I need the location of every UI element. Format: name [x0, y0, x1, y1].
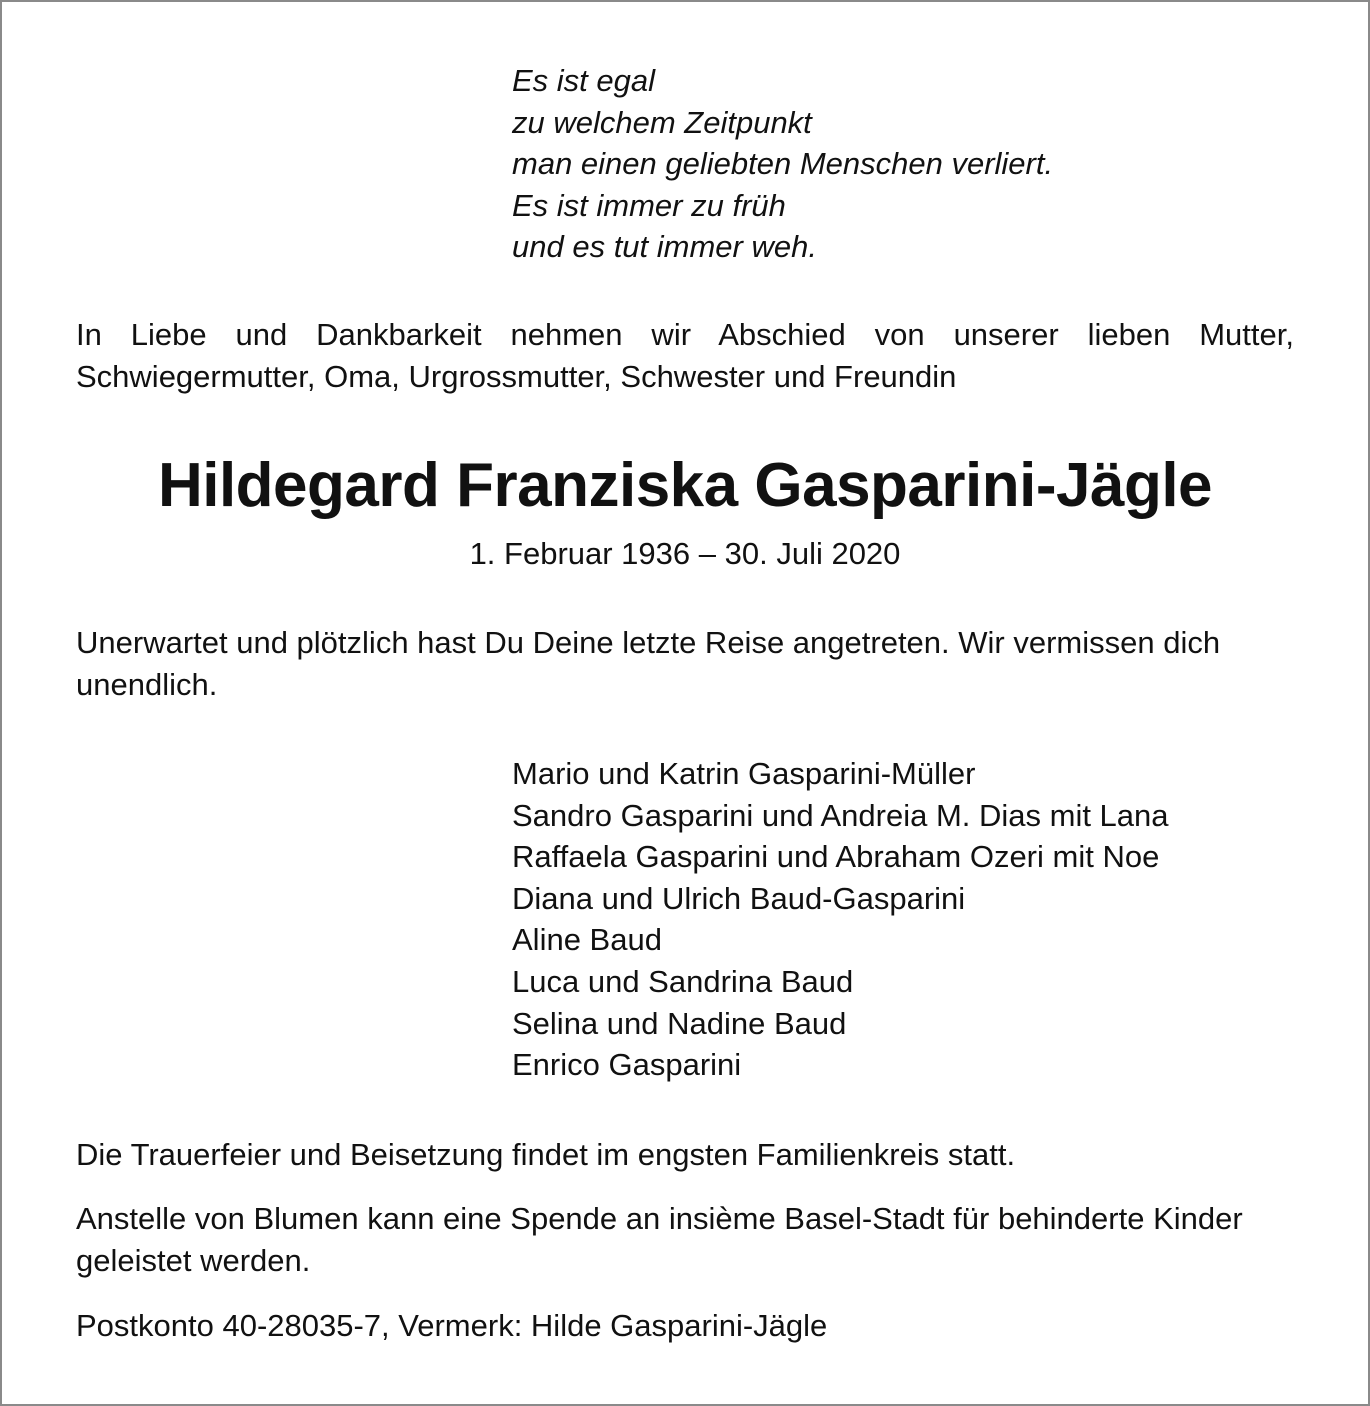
- mourners-list: [512, 753, 1169, 1086]
- mourner-entry: Selina und Nadine Baud: [512, 1005, 847, 1041]
- donation-account: Postkonto 40-28035-7, Vermerk: Hilde Gasparini-Jägle: [76, 1308, 828, 1343]
- poem-line: man einen geliebten Menschen verliert.: [512, 146, 1054, 181]
- deceased-name: Hildegard Franziska Gasparini-Jägle: [157, 451, 1213, 520]
- mourner-entry: Diana und Ulrich Baud-Gasparini: [512, 880, 966, 916]
- mourner-entry: Aline Baud: [512, 922, 662, 958]
- poem-line: Es ist egal: [512, 63, 656, 98]
- mourner-entry: Mario und Katrin Gasparini-Müller: [512, 756, 976, 791]
- poem-line: Es ist immer zu früh: [512, 187, 786, 223]
- donation-notice: Anstelle von Blumen kann eine Spende an insième Basel-Stadt für behinderte Kinder geleistet werden.: [76, 1201, 1243, 1278]
- poem-line: zu welchem Zeitpunkt: [512, 104, 812, 140]
- mourner-entry: Enrico Gasparini: [512, 1047, 742, 1083]
- mourner-entry: Raffaela Gasparini und Abraham Ozeri mit Noe: [512, 839, 1160, 875]
- intro-paragraph: In Liebe und Dankbarkeit nehmen wir Abschied von unserer lieben Mutter, Schwiegermutter, Oma, Urgrossmutter, Schwester und Freundin: [76, 317, 1294, 394]
- poem: [512, 60, 1053, 268]
- poem-line: und es tut immer weh.: [512, 229, 817, 264]
- mourner-entry: Luca und Sandrina Baud: [512, 963, 854, 999]
- mourner-entry: Sandro Gasparini und Andreia M. Dias mit Lana: [512, 797, 1169, 833]
- farewell-message: Unerwartet und plötzlich hast Du Deine letzte Reise angetreten. Wir vermissen dich unendlich.: [76, 625, 1221, 702]
- life-dates: 1. Februar 1936 – 30. Juli 2020: [469, 536, 901, 571]
- funeral-notice: Die Trauerfeier und Beisetzung findet im engsten Familienkreis statt.: [76, 1137, 1016, 1172]
